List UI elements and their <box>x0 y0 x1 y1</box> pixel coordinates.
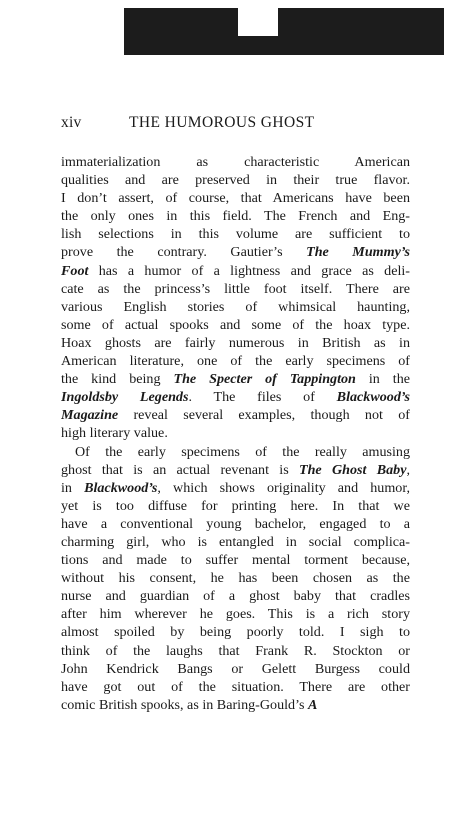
text-segment: lish selections in this volume are sufficient to <box>61 226 410 243</box>
text-segment: I don’t assert, of course, that Americans have been <box>61 190 410 207</box>
text-segment: American literature, one of the early specimens of <box>61 353 410 370</box>
text-line <box>61 660 410 678</box>
running-header <box>61 114 314 132</box>
running-title: THE HUMOROUS GHOST <box>129 114 315 131</box>
text-line <box>61 461 410 479</box>
text-line <box>61 642 410 660</box>
text-segment: nurse and guardian of a ghost baby that cradles <box>61 588 410 605</box>
text-line <box>61 479 410 497</box>
page-number: xiv <box>61 114 82 131</box>
text-segment: the kind being <box>61 371 174 388</box>
text-segment: cate as the princess’s little foot itself. There are <box>61 280 410 297</box>
text-line <box>61 171 410 189</box>
text-segment: , <box>406 461 410 478</box>
text-segment: ghost that is an actual revenant is <box>61 461 299 478</box>
text-segment: reveal several examples, though not of <box>118 407 410 424</box>
italic-title: Ingoldsby Legends <box>61 389 189 406</box>
text-line <box>61 225 410 243</box>
text-line <box>61 696 410 714</box>
text-line <box>61 551 410 569</box>
text-segment: have got out of the situation. There are other <box>61 678 410 695</box>
text-line <box>61 352 410 370</box>
text-line <box>61 243 410 261</box>
text-line <box>61 605 410 623</box>
italic-title: Magazine <box>61 407 119 424</box>
text-segment: charming girl, who is entangled in social complica- <box>61 533 410 550</box>
text-segment: have a conventional young bachelor, engaged to a <box>61 515 410 532</box>
text-segment: in the <box>355 371 410 388</box>
text-segment: Of the early specimens of the really amusing <box>75 443 410 460</box>
text-line <box>61 334 410 352</box>
text-segment: think of the laughs that Frank R. Stockton or <box>61 642 410 659</box>
text-segment: yet is too diffuse for printing here. In that we <box>61 497 410 514</box>
text-line <box>61 388 410 406</box>
text-segment: without his consent, he has been chosen as the <box>61 570 410 587</box>
text-line <box>61 370 410 388</box>
text-line <box>61 515 410 533</box>
italic-title: The Mummy’s <box>306 244 410 261</box>
text-line <box>61 406 410 424</box>
text-line <box>61 189 410 207</box>
text-line <box>61 153 410 171</box>
text-segment: comic British spooks, as in Baring-Gould’s <box>61 696 309 713</box>
text-line <box>61 424 410 442</box>
text-line <box>61 298 410 316</box>
italic-title: The Specter of Tappington <box>173 371 356 388</box>
text-segment: high literary value. <box>61 425 168 442</box>
scan-top-bar <box>124 8 444 55</box>
text-segment: . The files of <box>188 389 337 406</box>
text-line <box>61 207 410 225</box>
text-line <box>61 623 410 641</box>
italic-title: A <box>308 696 318 713</box>
italic-title: Blackwood’s <box>336 389 410 406</box>
text-line <box>61 262 410 280</box>
text-segment: immaterialization as characteristic American <box>61 154 410 170</box>
text-line <box>61 587 410 605</box>
text-line <box>61 316 410 334</box>
italic-title: The Ghost Baby <box>298 461 407 478</box>
text-segment: in <box>61 479 85 496</box>
body-text <box>61 153 410 714</box>
scan-top-notch <box>238 8 278 36</box>
text-segment: the only ones in this field. The French and Eng- <box>61 208 410 225</box>
text-segment: some of actual spooks and some of the hoax type. <box>61 316 410 333</box>
text-segment: prove the contrary. Gautier’s <box>61 244 307 261</box>
italic-title: Foot <box>61 262 89 279</box>
text-segment: qualities and are preserved in their true flavor. <box>61 172 410 189</box>
text-line <box>61 678 410 696</box>
text-line <box>61 533 410 551</box>
text-line <box>61 569 410 587</box>
text-segment: tions and made to suffer mental torment because, <box>61 552 410 569</box>
text-segment: has a humor of a lightness and grace as deli- <box>88 262 410 279</box>
text-segment: almost spoiled by being poorly told. I sigh to <box>61 624 410 641</box>
text-segment: after him wherever he goes. This is a rich story <box>61 606 410 623</box>
text-line <box>61 280 410 298</box>
text-line <box>61 443 410 461</box>
text-segment: , which shows originality and humor, <box>157 479 410 496</box>
italic-title: Blackwood’s <box>84 479 158 496</box>
text-segment: John Kendrick Bangs or Gelett Burgess could <box>61 660 410 677</box>
text-line <box>61 497 410 515</box>
text-segment: Hoax ghosts are fairly numerous in British as in <box>61 334 410 351</box>
text-segment: various English stories of whimsical haunting, <box>61 298 410 315</box>
